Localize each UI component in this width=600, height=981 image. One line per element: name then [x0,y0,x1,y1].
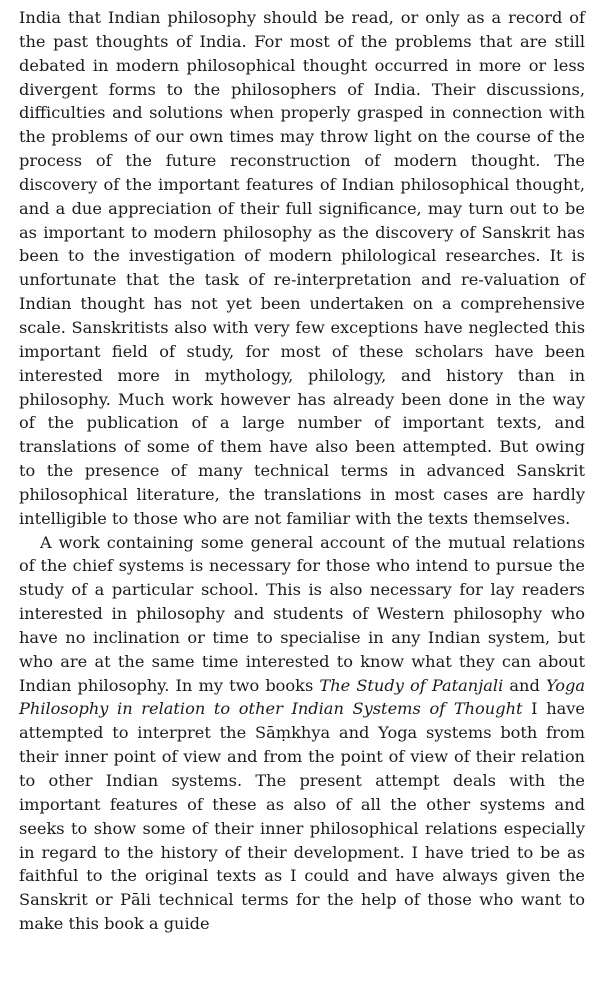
paragraph-2 [19,531,585,936]
document-page [19,6,585,936]
book-title-study-of-patanjali: The Study of Patanjali [319,675,504,695]
paragraph-2-text-3: I have attempted to interpret the Sāṃkhya and Yoga systems both from their inner point of view and from the point of view of their relation to other Indian systems. The present attempt deals with the important features of these as also of all the other systems and seeks to show some of their inner philosophical relations especially in regard to the history of their development. I have tried to be as faithful to the original texts as I could and have always given the Sanskrit or Pāli technical terms for the help of those who want to make this book a guide [19,699,585,934]
paragraph-1: India that Indian philosophy should be read, or only as a record of the past thoughts of India. For most of the problems that are still debated in modern philosophical thought occurred in more or less divergent forms to the philosophers of India. Their discussions, difficulties and solutions when properly grasped in connection with the problems of our own times may throw light on the course of the process of the future reconstruction of modern thought. The discovery of the important features of Indian philosophical thought, and a due appreciation of their full significance, may turn out to be as important to modern philosophy as the discovery of Sanskrit has been to the investigation of modern philological researches. It is unfortunate that the task of re-interpretation and re-valuation of Indian thought has not yet been undertaken on a comprehensive scale. Sanskritists also with very few exceptions have neglected this important field of study, for most of these scholars have been interested more in mythology, philology, and history than in philosophy. Much work however has already been done in the way of the publication of a large number of important texts, and translations of some of them have also been attempted. But owing to the presence of many technical terms in advanced Sanskrit philosophical literature, the translations in most cases are hardly intelligible to those who are not familiar with the texts themselves. [19,8,585,528]
paragraph-2-text-1: A work containing some general account of the mutual relations of the chief systems is necessary for those who intend to pursue the study of a particular school. This is also necessary for lay readers interested in philosophy and students of Western philosophy who have no inclination or time to specialise in any Indian system, but who are at the same time interested to know what they can about Indian philosophy. In my two books [19,532,585,695]
paragraph-2-text-2: and [503,675,546,695]
book-title-yoga-philosophy: Yoga Philosophy in relation to other Indian Systems of Thought [19,675,585,719]
